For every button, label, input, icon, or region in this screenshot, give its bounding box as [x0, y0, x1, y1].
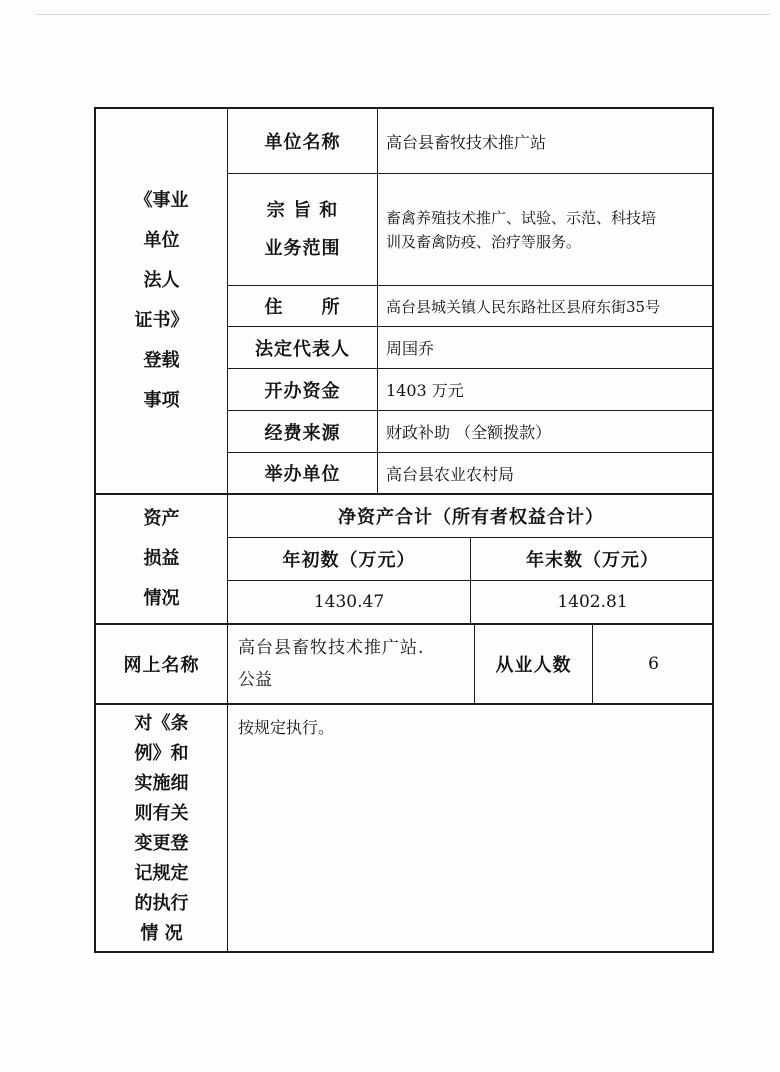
title-line: 法人 — [143, 270, 180, 291]
registration-form-table — [94, 107, 714, 953]
title-line: 单位 — [143, 230, 180, 251]
value-line: 公益 — [238, 670, 272, 690]
title-line: 记规定 — [134, 863, 189, 884]
title-line: 情况 — [143, 588, 180, 609]
registered-capital-label: 开办资金 — [264, 380, 341, 402]
staff-count-label: 从业人数 — [495, 655, 572, 676]
title-line: 事项 — [143, 390, 180, 411]
regulation-execution-value: 按规定执行。 — [238, 718, 335, 737]
title-line: 实施细 — [134, 773, 189, 794]
beginning-of-year-value: 1430.47 — [313, 592, 385, 612]
value-line: 畜禽养殖技术推广、试验、示范、科技培 — [386, 208, 657, 227]
end-of-year-header: 年末数（万元） — [526, 550, 659, 571]
sponsor-unit-label: 举办单位 — [264, 464, 341, 485]
online-name-value — [228, 625, 474, 703]
label-line: 业务范围 — [264, 237, 341, 259]
address-label: 住 所 — [264, 297, 341, 318]
unit-name-value: 高台县畜牧技术推广站 — [386, 132, 547, 152]
net-assets-header: 净资产合计（所有者权益合计） — [338, 507, 604, 528]
title-line: 证书》 — [134, 310, 189, 331]
funding-source-label: 经费来源 — [264, 422, 341, 444]
legal-representative-label: 法定代表人 — [255, 338, 350, 360]
registration-section-title — [96, 109, 227, 493]
end-of-year-value: 1402.81 — [557, 592, 628, 612]
sponsor-unit-value: 高台县农业农村局 — [386, 464, 515, 484]
beginning-of-year-header: 年初数（万元） — [282, 550, 416, 571]
title-line: 《事业 — [134, 190, 189, 211]
label-line: 宗 旨 和 — [266, 199, 339, 221]
title-line: 对《条 — [134, 713, 189, 734]
page-top-rule — [36, 14, 770, 15]
title-line: 登载 — [143, 350, 180, 371]
title-line: 损益 — [143, 548, 180, 569]
title-line: 情 况 — [140, 923, 183, 944]
registered-capital-value: 1403 万元 — [386, 381, 464, 400]
title-line: 变更登 — [134, 833, 189, 854]
assets-section-title — [96, 495, 227, 623]
title-line: 例》和 — [134, 743, 189, 764]
address-value: 高台县城关镇人民东路社区县府东街35号 — [386, 297, 661, 316]
title-line: 则有关 — [134, 803, 189, 824]
regulation-section-title — [96, 705, 227, 953]
business-scope-value — [378, 174, 714, 285]
unit-name-label: 单位名称 — [264, 132, 341, 153]
value-line: 高台县畜牧技术推广站. — [238, 638, 425, 658]
title-line: 的执行 — [134, 893, 189, 914]
funding-source-value: 财政补助 （全额拨款） — [386, 423, 552, 442]
legal-representative-value: 周国乔 — [386, 339, 435, 358]
staff-count-value: 6 — [648, 654, 659, 674]
value-line: 训及畜禽防疫、治疗等服务。 — [386, 232, 582, 251]
business-scope-label — [228, 174, 377, 285]
online-name-label: 网上名称 — [123, 655, 200, 676]
title-line: 资产 — [143, 508, 180, 529]
